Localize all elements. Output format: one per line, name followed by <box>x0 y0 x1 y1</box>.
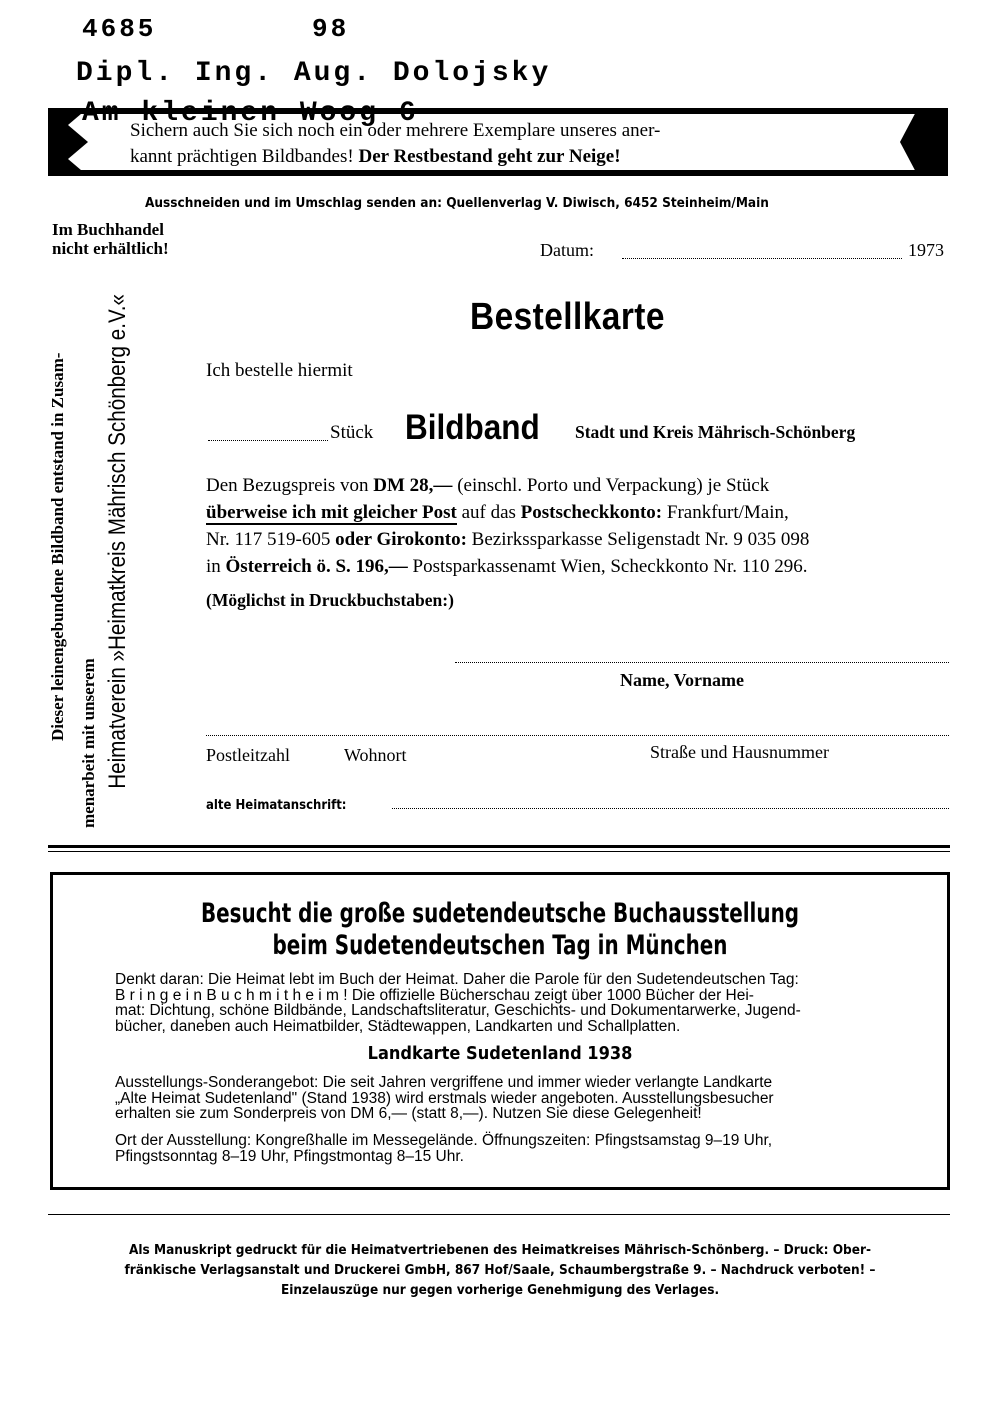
price-l4-a: in <box>206 556 221 577</box>
notice-para1-line3: mat: Dichtung, schöne Bildbände, Landschaftsliteratur, Geschichts- und Dokumentarwerke, Jugend- <box>115 1002 801 1019</box>
print-hint: (Möglichst in Druckbuchstaben:) <box>206 590 454 610</box>
notice-para2-line1: Ausstellungs-Sonderangebot: Die seit Jahren vergriffene und immer wieder verlangte Landkarte <box>115 1074 773 1091</box>
price-l2-b: auf das <box>461 502 516 523</box>
price-line4 <box>206 553 956 580</box>
notice-headline1: Besucht die große sudetendeutsche Buchausstellung <box>200 898 800 929</box>
side-text-line2: menarbeit mit unserem <box>79 658 98 828</box>
old-address-field[interactable] <box>392 808 949 809</box>
quantity-suffix: Stück <box>330 422 374 443</box>
notice-para1 <box>115 972 905 1034</box>
postcode-label: Postleitzahl <box>206 745 290 765</box>
order-intro: Ich bestelle hiermit <box>206 360 353 381</box>
price-l4-b: Österreich ö. S. 196,— <box>225 556 408 577</box>
quantity-field[interactable] <box>208 440 328 441</box>
notice-subheading: Landkarte Sudetenland 1938 <box>367 1043 633 1064</box>
price-l1-a: Den Bezugspreis von <box>206 475 369 496</box>
not-in-stores-line1: Im Buchhandel <box>52 220 164 239</box>
price-info <box>206 472 956 580</box>
product-subtitle: Stadt und Kreis Mährisch-Schönberg <box>575 422 856 442</box>
banner-line2-normal: kannt prächtigen Bildbandes! <box>130 146 354 167</box>
date-field[interactable] <box>622 258 902 259</box>
price-l1-b: DM 28,— <box>373 475 453 496</box>
notice-para1-line1: Denkt daran: Die Heimat lebt im Buch der Heimat. Daher die Parole für den Sudetendeutschen Tag: <box>115 971 799 988</box>
order-card-title: Bestellkarte <box>470 296 665 338</box>
price-l1-c: (einschl. Porto und Verpackung) je Stück <box>457 475 770 496</box>
product-name: Bildband <box>405 408 540 447</box>
separator-thick <box>48 845 950 848</box>
price-l2-a: überweise ich mit gleicher Post <box>206 502 457 523</box>
notice-para3-line2: Pfingstsonntag 8–19 Uhr, Pfingstmontag 8–15 Uhr. <box>115 1147 464 1165</box>
city-label: Wohnort <box>344 745 407 765</box>
notice-para3-line1: Ort der Ausstellung: Kongreßhalle im Messegelände. Öffnungszeiten: Pfingstsamstag 9–19 Uhr, <box>115 1132 773 1149</box>
price-l2-c: Postscheckkonto: <box>520 502 663 523</box>
notice-headline2: beim Sudetendeutschen Tag in München <box>272 930 728 961</box>
banner-text <box>130 118 660 170</box>
stamp-name: Dipl. Ing. Aug. Dolojsky <box>76 58 552 89</box>
notice-para1-line4: bücher, daneben auch Heimatbilder, Städtewappen, Landkarten und Schallplatten. <box>115 1017 681 1035</box>
notice-para2-line2: „Alte Heimat Sudetenland" (Stand 1938) wird erstmals wieder angeboten. Ausstellungsbesucher <box>115 1089 774 1107</box>
notice-para2-line3: erhalten sie zum Sonderpreis von DM 6,— (statt 8,—). Nutzen Sie diese Gelegenheit! <box>115 1105 702 1122</box>
footer-line2: fränkische Verlagsanstalt und Druckerei GmbH, 867 Hof/Saale, Schaumbergstraße 9. – Nachdruck verboten! – <box>124 1262 876 1278</box>
not-in-stores-line2: nicht erhältlich! <box>52 239 169 258</box>
street-label: Straße und Hausnummer <box>650 742 829 762</box>
name-label: Name, Vorname <box>620 670 744 690</box>
address-field[interactable] <box>206 735 949 736</box>
price-l3-a: Nr. 117 519-605 <box>206 529 331 550</box>
stamp-number: 4685 <box>82 14 157 44</box>
price-line1 <box>206 472 956 499</box>
footer-line3: Einzelauszüge nur gegen vorherige Genehmigung des Verlages. <box>280 1282 720 1298</box>
price-l3-b: oder Girokonto: <box>335 529 467 550</box>
banner-line1: Sichern auch Sie sich noch ein oder mehrere Exemplare unseres aner- <box>130 120 661 141</box>
name-field[interactable] <box>455 662 949 663</box>
cutout-instruction: Ausschneiden und im Umschlag senden an: Quellenverlag V. Diwisch, 6452 Steinheim/Main <box>145 195 769 211</box>
notice-para1-line2: B r i n g e i n B u c h m i t h e i m ! Die offizielle Bücherschau zeigt über 1000 Bücher der Hei- <box>115 986 754 1004</box>
price-line3 <box>206 526 956 553</box>
price-l4-c: Postsparkassenamt Wien, Scheckkonto Nr. 110 296. <box>412 556 808 577</box>
footer-separator <box>48 1214 950 1215</box>
footer-line1: Als Manuskript gedruckt für die Heimatvertriebenen des Heimatkreises Mährisch-Schönberg. – Druck: Ober- <box>128 1242 871 1258</box>
banner-line2-bold: Der Restbestand geht zur Neige! <box>358 146 621 167</box>
separator-thin <box>48 851 950 852</box>
stamp-address: Am kleinen Woog 6 <box>82 98 419 129</box>
notice-para2 <box>115 1075 905 1122</box>
price-l2-d: Frankfurt/Main, <box>666 502 789 523</box>
side-text-line3: Heimatverein »Heimatkreis Mährisch Schönberg e.V.« <box>104 293 131 789</box>
price-line2 <box>206 499 956 526</box>
footer-imprint <box>40 1240 960 1300</box>
notice-para3 <box>115 1133 905 1164</box>
banner-line2 <box>130 144 660 170</box>
date-year: 1973 <box>908 240 944 260</box>
date-label: Datum: <box>540 240 594 260</box>
not-in-stores <box>52 220 169 258</box>
price-l3-c: Bezirkssparkasse Seligenstadt Nr. 9 035 098 <box>471 529 810 550</box>
stamp-page: 98 <box>312 14 350 44</box>
side-text-line1: Dieser leinengebundene Bildband entstand in Zusam- <box>48 352 67 742</box>
old-address-label: alte Heimatanschrift: <box>206 798 347 813</box>
banner-right-arrow <box>900 108 948 176</box>
